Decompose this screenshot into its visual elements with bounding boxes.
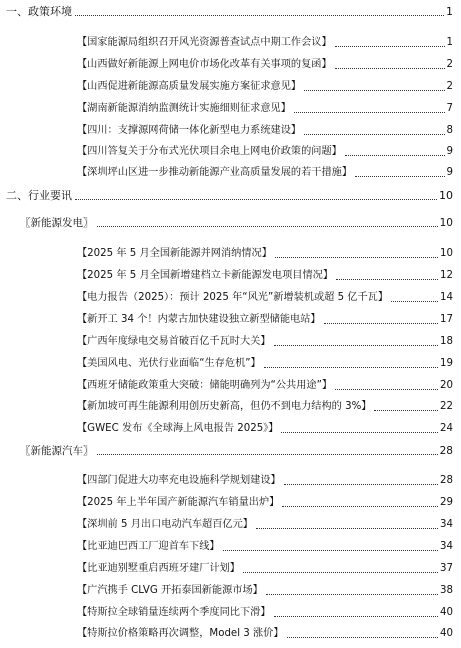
- toc-entry-title: 【比亚迪别墅重启西班牙建厂计划】: [77, 563, 240, 574]
- toc-entry[interactable]: [0, 245, 461, 261]
- toc-leader-dots: [284, 484, 438, 485]
- toc-entry[interactable]: [0, 78, 461, 94]
- toc-entry[interactable]: [0, 398, 461, 414]
- toc-entry-title: 【山西促进新能源高质量发展实施方案征求意见】: [77, 81, 302, 92]
- toc-entry-page: 18: [440, 336, 453, 347]
- toc-leader-dots: [223, 550, 438, 551]
- toc-entry-page: 34: [440, 541, 453, 552]
- toc-entry-page: 22: [440, 401, 453, 412]
- toc-entry[interactable]: [0, 625, 461, 641]
- toc-leader-dots: [274, 616, 438, 617]
- toc-entry-title: 【广汽携手 CLVG 开拓泰国新能源市场】: [77, 585, 263, 596]
- toc-entry[interactable]: [0, 538, 461, 554]
- toc-entry-title: 一、政策环境: [6, 5, 72, 18]
- toc-entry[interactable]: [0, 472, 461, 488]
- toc-leader-dots: [336, 279, 438, 280]
- toc-entry-page: 1: [446, 5, 453, 18]
- toc-entry[interactable]: [0, 267, 461, 283]
- toc-entry-page: 9: [446, 167, 453, 178]
- toc-entry-title: 【湖南新能源消纳监测统计实施细则征求意见】: [77, 103, 291, 114]
- toc-leader-dots: [274, 345, 438, 346]
- toc-leader-dots: [304, 134, 444, 135]
- toc-entry-page: 8: [446, 125, 453, 136]
- toc-entry-page: 20: [440, 380, 453, 391]
- toc-entry-page: 40: [440, 628, 453, 639]
- toc-entry-title: 【比亚迪巴西工厂迎首车下线】: [77, 541, 220, 552]
- toc-leader-dots: [243, 572, 438, 573]
- toc-entry-title: 【四部门促进大功率充电设施科学规划建设】: [77, 475, 281, 486]
- toc-entry[interactable]: [0, 560, 461, 576]
- toc-entry-title: 【深圳坪山区进一步推动新能源产业高质量发展的若干措施】: [77, 167, 353, 178]
- toc-leader-dots: [324, 323, 438, 324]
- toc-leader-dots: [75, 15, 444, 16]
- toc-entry-page: 24: [440, 423, 453, 434]
- toc-entry[interactable]: [0, 289, 461, 305]
- toc-leader-dots: [294, 112, 445, 113]
- toc-entry[interactable]: [0, 420, 461, 436]
- toc-leader-dots: [266, 594, 438, 595]
- toc-entry-title: 【电力报告（2025）：预计 2025 年“风光”新增装机或超 5 亿千瓦】: [77, 292, 389, 303]
- toc-entry[interactable]: [0, 604, 461, 620]
- toc-leader-dots: [75, 199, 437, 200]
- toc-entry-page: 28: [439, 445, 453, 457]
- toc-entry-title: 【2025 年 5 月全国新增建档立卡新能源发电项目情况】: [77, 270, 334, 281]
- toc-entry-page: 1: [446, 37, 453, 48]
- toc-leader-dots: [391, 301, 438, 302]
- toc-leader-dots: [97, 226, 438, 227]
- toc-entry-page: 29: [440, 497, 453, 508]
- toc-leader-dots: [256, 528, 438, 529]
- toc-entry[interactable]: [0, 442, 461, 458]
- toc-leader-dots: [345, 155, 445, 156]
- toc-entry-title: 【新开工 34 个！内蒙古加快建设独立新型储能电站】: [77, 314, 321, 325]
- toc-entry-title: 【四川答复关于分布式光伏项目余电上网电价政策的问题】: [77, 146, 342, 157]
- toc-entry-page: 38: [440, 585, 453, 596]
- toc-entry[interactable]: [0, 214, 461, 230]
- toc-leader-dots: [264, 367, 438, 368]
- toc-entry-page: 9: [446, 146, 453, 157]
- toc-entry-page: 37: [440, 563, 453, 574]
- toc-entry-page: 17: [440, 314, 453, 325]
- toc-entry-page: 2: [446, 81, 453, 92]
- toc-entry-title: 【2025 年上半年国产新能源汽车销量出炉】: [77, 497, 280, 508]
- toc-entry-page: 10: [439, 189, 453, 202]
- toc-leader-dots: [335, 68, 445, 69]
- toc-entry-page: 14: [440, 292, 453, 303]
- toc-entry[interactable]: [0, 494, 461, 510]
- toc-leader-dots: [282, 506, 438, 507]
- toc-leader-dots: [287, 637, 438, 638]
- toc-entry-title: 〖新能源汽车〗: [20, 445, 94, 457]
- toc-entry[interactable]: [0, 377, 461, 393]
- toc-entry-title: 【新加坡可再生能源利用创历史新高，但仍不到电力结构的 3%】: [77, 401, 372, 412]
- toc-entry[interactable]: [0, 164, 461, 180]
- toc-leader-dots: [335, 389, 438, 390]
- toc-entry-title: 【美国风电、光伏行业面临“生存危机”】: [77, 358, 261, 369]
- toc-entry-title: 【西班牙储能政策重大突破：储能明确列为“公共用途”】: [77, 380, 333, 391]
- toc-entry-page: 10: [439, 217, 453, 229]
- toc-entry[interactable]: [0, 56, 461, 72]
- toc-leader-dots: [355, 176, 444, 177]
- toc-leader-dots: [97, 454, 438, 455]
- toc-entry[interactable]: [0, 100, 461, 116]
- toc-entry-page: 28: [440, 475, 453, 486]
- toc-entry[interactable]: [0, 143, 461, 159]
- toc-entry-title: 【2025 年 5 月全国新能源并网消纳情况】: [77, 248, 272, 259]
- toc-entry-title: 【国家能源局组织召开风光资源普查试点中期工作会议】: [77, 37, 332, 48]
- toc-entry-title: 【GWEC 发布《全球海上风电报告 2025》】: [77, 423, 279, 434]
- toc-leader-dots: [275, 257, 438, 258]
- toc-leader-dots: [374, 410, 438, 411]
- toc-entry-title: 【特斯拉全球销量连续两个季度同比下滑】: [77, 607, 271, 618]
- toc-entry-page: 12: [440, 270, 453, 281]
- toc-leader-dots: [304, 90, 444, 91]
- toc-entry-title: 【山西做好新能源上网电价市场化改革有关事项的复函】: [77, 59, 332, 70]
- toc-entry[interactable]: [0, 582, 461, 598]
- toc-entry-title: 【四川：支撑源网荷储一体化新型电力系统建设】: [77, 125, 302, 136]
- toc-leader-dots: [281, 432, 438, 433]
- toc-entry-page: 40: [440, 607, 453, 618]
- toc-entry-title: 〖新能源发电〗: [20, 217, 94, 229]
- toc-entry[interactable]: [0, 3, 461, 19]
- toc-entry[interactable]: [0, 311, 461, 327]
- toc-entry[interactable]: [0, 122, 461, 138]
- toc-entry-page: 7: [446, 103, 453, 114]
- toc-entry-page: 19: [440, 358, 453, 369]
- toc-entry-page: 34: [440, 519, 453, 530]
- toc-entry-title: 二、行业要讯: [6, 189, 72, 202]
- toc-entry-title: 【特斯拉价格策略再次调整，Model 3 涨价】: [77, 628, 284, 639]
- toc-entry-title: 【广西年度绿电交易首破百亿千瓦时大关】: [77, 336, 271, 347]
- toc-entry-title: 【深圳前 5 月出口电动汽车超百亿元】: [77, 519, 253, 530]
- toc-leader-dots: [335, 46, 445, 47]
- toc-entry-page: 2: [446, 59, 453, 70]
- toc-entry[interactable]: [0, 34, 461, 50]
- toc-entry[interactable]: [0, 333, 461, 349]
- toc-entry[interactable]: [0, 187, 461, 203]
- toc-entry[interactable]: [0, 355, 461, 371]
- toc-entry[interactable]: [0, 516, 461, 532]
- toc-entry-page: 10: [440, 248, 453, 259]
